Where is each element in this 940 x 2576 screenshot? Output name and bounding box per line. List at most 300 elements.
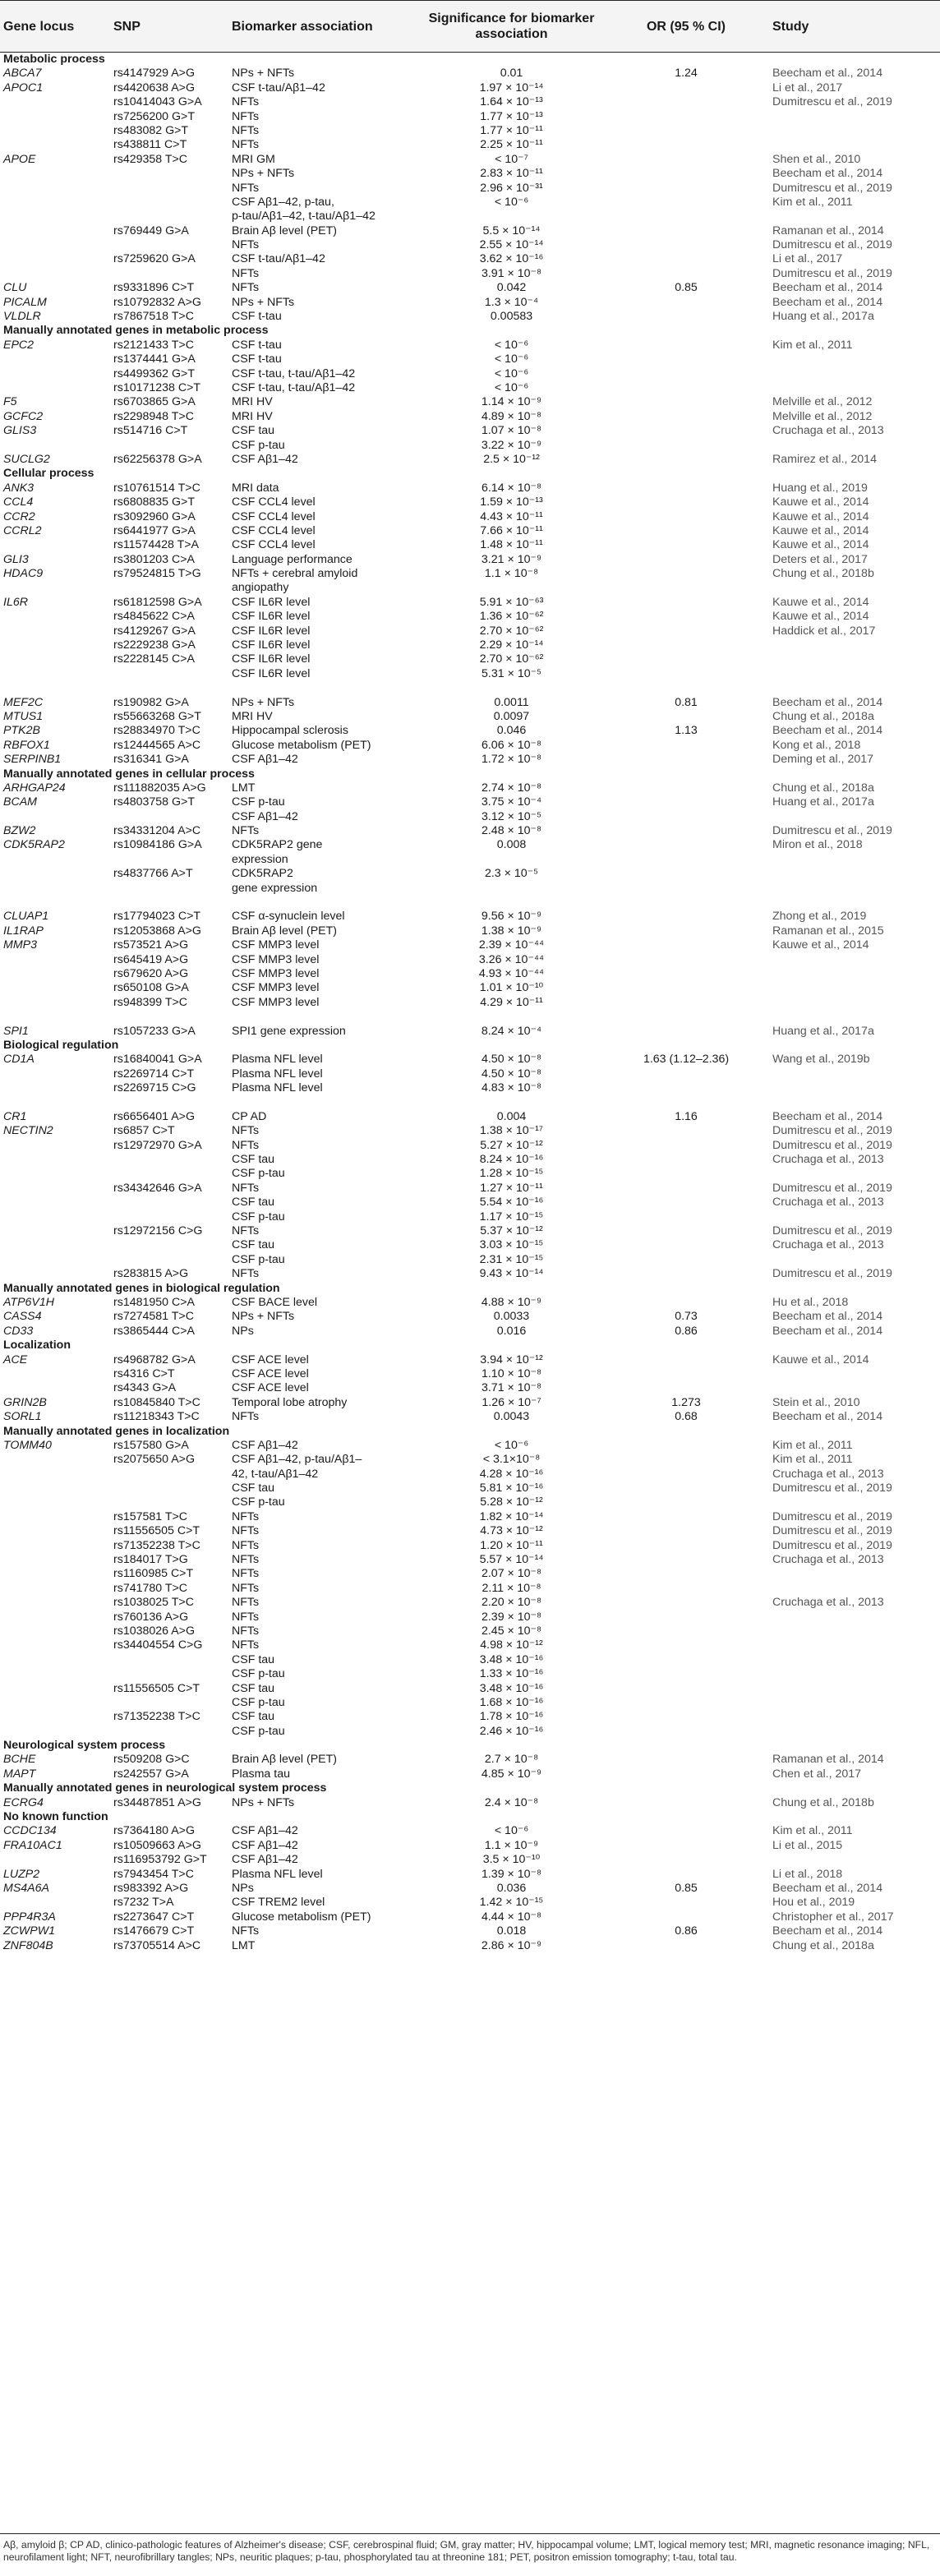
cell-snp: rs7364180 A>G — [113, 1824, 195, 1838]
cell-gene: APOC1 — [3, 81, 44, 94]
cell-sig: 4.98 × 10⁻¹² — [480, 1638, 543, 1652]
table-row — [0, 1539, 940, 1553]
cell-gene: GLIS3 — [3, 424, 37, 438]
cell-sig: 2.25 × 10⁻¹¹ — [480, 138, 543, 152]
cell-sig: 5.81 × 10⁻¹⁶ — [479, 1482, 544, 1495]
cell-snp: rs1038025 T>C — [113, 1596, 194, 1610]
cell-snp: rs157581 T>C — [113, 1509, 188, 1523]
cell-study: Beecham et al., 2014 — [772, 1310, 883, 1324]
section-title: Manually annotated genes in localization — [3, 1424, 230, 1438]
table-row — [0, 938, 940, 952]
table-row — [0, 1624, 940, 1638]
cell-sig: 1.77 × 10⁻¹¹ — [480, 123, 543, 137]
cell-bio: CSF IL6R level — [232, 624, 311, 638]
cell-snp: rs71352238 T>C — [113, 1538, 200, 1552]
cell-bio: gene expression — [232, 881, 318, 895]
cell-study: Kauwe et al., 2014 — [772, 595, 869, 609]
cell-study: Christopher et al., 2017 — [772, 1910, 894, 1924]
cell-sig: 2.07 × 10⁻⁸ — [481, 1567, 542, 1581]
cell-or: 0.85 — [675, 1882, 698, 1895]
table-row — [0, 567, 940, 581]
cell-sig: 1.07 × 10⁻⁸ — [481, 424, 542, 438]
table-row — [0, 453, 940, 467]
cell-snp: rs28834970 T>C — [113, 724, 200, 738]
cell-sig: 2.20 × 10⁻⁸ — [481, 1596, 542, 1610]
cell-bio: NFTs — [232, 1638, 260, 1652]
table-row — [0, 81, 940, 95]
cell-bio: CSF MMP3 level — [232, 952, 320, 966]
cell-snp: rs10792832 A>G — [113, 295, 201, 309]
cell-bio: LMT — [232, 781, 256, 795]
cell-gene: IL6R — [3, 595, 28, 609]
cell-snp: rs11556505 C>T — [113, 1524, 200, 1538]
table-row — [0, 1081, 940, 1095]
table-row — [0, 1453, 940, 1467]
cell-bio: CSF Aβ1–42 — [232, 1853, 298, 1867]
cell-bio: CSF tau — [232, 1196, 275, 1210]
cell-bio: CSF Aβ1–42 — [232, 452, 298, 466]
cell-bio: CSF BACE level — [232, 1295, 318, 1309]
table-header — [0, 0, 940, 53]
section-heading — [0, 1282, 940, 1296]
cell-bio: CSF tau — [232, 1482, 275, 1495]
table-row — [0, 724, 940, 738]
cell-bio: CSF α-synuclein level — [232, 910, 345, 924]
cell-sig: 2.7 × 10⁻⁸ — [484, 1753, 539, 1767]
cell-snp: rs429358 T>C — [113, 152, 188, 166]
table-row — [0, 1224, 940, 1238]
cell-snp: rs10984186 G>A — [113, 838, 202, 852]
cell-snp: rs116953792 G>T — [113, 1853, 207, 1867]
cell-study: Dumitrescu et al., 2019 — [772, 238, 892, 252]
cell-bio: LMT — [232, 1938, 256, 1952]
cell-sig: < 10⁻⁶ — [494, 366, 529, 380]
cell-snp: rs4343 G>A — [113, 1381, 177, 1395]
cell-gene: ARHGAP24 — [3, 781, 66, 795]
cell-snp: rs4968782 G>A — [113, 1353, 196, 1366]
cell-gene: VLDLR — [3, 310, 41, 324]
table-row — [0, 1510, 940, 1524]
cell-study: Chung et al., 2018b — [772, 1795, 874, 1809]
section-title: No known function — [3, 1810, 108, 1824]
table-row — [0, 1495, 940, 1509]
cell-snp: rs679620 A>G — [113, 967, 189, 980]
cell-study: Chung et al., 2018b — [772, 567, 874, 581]
table-row — [0, 1696, 940, 1710]
cell-sig: 1.77 × 10⁻¹³ — [480, 109, 543, 123]
cell-bio: NFTs — [232, 1524, 260, 1538]
cell-bio: NPs — [232, 1882, 254, 1895]
cell-snp: rs10761514 T>C — [113, 481, 200, 495]
cell-bio: CSF p-tau — [232, 1724, 285, 1738]
table-row — [0, 1124, 940, 1138]
cell-bio: NFTs — [232, 281, 260, 295]
cell-gene: CCR2 — [3, 509, 35, 523]
cell-or: 1.13 — [675, 724, 698, 738]
table-row — [0, 753, 940, 767]
table-row — [0, 367, 940, 381]
table-row — [0, 1710, 940, 1724]
cell-snp: rs948399 T>C — [113, 995, 188, 1009]
header-study: Study — [772, 19, 809, 34]
cell-study: Melville et al., 2012 — [772, 409, 873, 423]
cell-snp: rs10414043 G>A — [113, 95, 202, 109]
table-row — [0, 1167, 940, 1181]
cell-study: Cruchaga et al., 2013 — [772, 1596, 884, 1610]
cell-bio: NPs + NFTs — [232, 695, 295, 709]
cell-sig: 5.91 × 10⁻⁶³ — [479, 595, 544, 609]
cell-sig: 2.86 × 10⁻⁹ — [481, 1938, 542, 1952]
table-row — [0, 696, 940, 710]
cell-sig: 5.27 × 10⁻¹² — [480, 1138, 543, 1152]
cell-bio: CSF ACE level — [232, 1353, 309, 1366]
cell-sig: 9.43 × 10⁻¹⁴ — [479, 1267, 544, 1281]
cell-snp: rs7259620 G>A — [113, 252, 196, 266]
cell-bio: NFTs — [232, 1124, 260, 1138]
cell-bio: CSF CCL4 level — [232, 509, 316, 523]
cell-bio: Brain Aβ level (PET) — [232, 223, 338, 237]
table-row — [0, 267, 940, 281]
table-row — [0, 610, 940, 624]
table-row — [0, 224, 940, 238]
table-row — [0, 353, 940, 366]
cell-sig: 1.64 × 10⁻¹³ — [480, 95, 543, 109]
cell-sig: 2.83 × 10⁻¹¹ — [480, 167, 543, 181]
cell-snp: rs7232 T>A — [113, 1896, 174, 1910]
cell-sig: 1.39 × 10⁻⁸ — [481, 1867, 542, 1881]
table-row — [0, 524, 940, 538]
table-row — [0, 1468, 940, 1482]
table-row — [0, 652, 940, 666]
cell-sig: 2.70 × 10⁻⁶² — [479, 652, 544, 666]
cell-sig: 1.78 × 10⁻¹⁶ — [479, 1710, 544, 1724]
cell-or: 1.273 — [671, 1395, 701, 1409]
cell-sig: < 10⁻⁶ — [494, 1438, 529, 1452]
cell-study: Beecham et al., 2014 — [772, 167, 883, 181]
cell-bio: NFTs — [232, 1567, 260, 1581]
table-row — [0, 1753, 940, 1767]
cell-sig: 3.21 × 10⁻⁹ — [481, 552, 542, 566]
cell-gene: CDK5RAP2 — [3, 838, 65, 852]
cell-snp: rs1481950 C>A — [113, 1295, 195, 1309]
cell-gene: CD33 — [3, 1324, 34, 1338]
cell-snp: rs316341 G>A — [113, 753, 189, 767]
cell-sig: 4.28 × 10⁻¹⁶ — [479, 1467, 544, 1481]
table-row — [0, 953, 940, 967]
cell-bio: NFTs — [232, 1924, 260, 1938]
cell-study: Dumitrescu et al., 2019 — [772, 181, 892, 195]
cell-sig: 3.62 × 10⁻¹⁶ — [479, 252, 544, 266]
cell-snp: rs2269714 C>T — [113, 1067, 195, 1081]
cell-snp: rs10845840 T>C — [113, 1395, 200, 1409]
header-gene-locus: Gene locus — [3, 19, 75, 34]
table-row — [0, 1824, 940, 1838]
cell-sig: < 10⁻⁶ — [494, 338, 529, 352]
cell-study: Chung et al., 2018a — [772, 709, 874, 723]
cell-snp: rs55663268 G>T — [113, 709, 201, 723]
cell-sig: 1.26 × 10⁻⁷ — [482, 1395, 541, 1409]
cell-gene: BCHE — [3, 1753, 36, 1767]
cell-bio: NFTs — [232, 95, 260, 109]
cell-study: Cruchaga et al., 2013 — [772, 424, 884, 438]
table-row — [0, 1853, 940, 1867]
cell-gene: CCDC134 — [3, 1824, 57, 1838]
table-row — [0, 296, 940, 310]
table-row — [0, 667, 940, 681]
cell-gene: EPC2 — [3, 338, 35, 352]
cell-snp: rs4129267 G>A — [113, 624, 196, 638]
cell-or: 0.85 — [675, 281, 698, 295]
cell-bio: CSF t-tau — [232, 338, 282, 352]
table-row — [0, 439, 940, 453]
cell-study: Dumitrescu et al., 2019 — [772, 266, 892, 280]
cell-bio: NFTs — [232, 181, 260, 195]
cell-bio: NFTs — [232, 1538, 260, 1552]
cell-sig: 4.85 × 10⁻⁹ — [481, 1767, 542, 1781]
table-row — [0, 910, 940, 924]
cell-snp: rs514716 C>T — [113, 424, 188, 438]
cell-bio: MRI HV — [232, 409, 273, 423]
cell-gene: FRA10AC1 — [3, 1838, 62, 1852]
cell-sig: 3.22 × 10⁻⁹ — [481, 438, 542, 452]
cell-sig: 1.10 × 10⁻⁸ — [481, 1366, 542, 1380]
cell-sig: 3.5 × 10⁻¹⁰ — [482, 1853, 541, 1867]
table-row — [0, 410, 940, 424]
section-heading — [0, 767, 940, 781]
cell-snp: rs61812598 G>A — [113, 595, 202, 609]
cell-gene: PTK2B — [3, 724, 40, 738]
cell-bio: CSF CCL4 level — [232, 523, 316, 537]
cell-sig: 5.31 × 10⁻⁵ — [482, 666, 541, 680]
table-row — [0, 581, 940, 595]
cell-gene: LUZP2 — [3, 1867, 40, 1881]
cell-study: Shen et al., 2010 — [772, 152, 861, 166]
cell-sig: 0.0097 — [493, 709, 530, 723]
cell-bio: CSF t-tau/Aβ1–42 — [232, 252, 325, 266]
cell-bio: Plasma NFL level — [232, 1867, 323, 1881]
cell-study: Hou et al., 2019 — [772, 1896, 855, 1910]
cell-gene: ANK3 — [3, 481, 35, 495]
cell-bio: CSF tau — [232, 1710, 275, 1724]
table-row — [0, 1381, 940, 1395]
table-row — [0, 1553, 940, 1567]
cell-study: Kim et al., 2011 — [772, 195, 853, 209]
cell-sig: < 10⁻⁶ — [494, 195, 529, 209]
table-row — [0, 495, 940, 509]
cell-bio: CSF Aβ1–42 — [232, 1824, 298, 1838]
cell-sig: 5.37 × 10⁻¹² — [480, 1224, 543, 1238]
cell-snp: rs11556505 C>T — [113, 1681, 200, 1695]
cell-snp: rs1160985 C>T — [113, 1567, 194, 1581]
cell-sig: 8.24 × 10⁻¹⁶ — [479, 1153, 544, 1167]
cell-bio: NPs + NFTs — [232, 295, 295, 309]
cell-sig: 2.5 × 10⁻¹² — [483, 452, 540, 466]
cell-bio: SPI1 gene expression — [232, 1024, 346, 1038]
cell-bio: CSF tau — [232, 424, 275, 438]
cell-sig: < 3.1×10⁻⁸ — [482, 1453, 541, 1467]
cell-sig: 4.29 × 10⁻¹¹ — [480, 995, 543, 1009]
cell-snp: rs4837766 A>T — [113, 867, 193, 881]
cell-gene: CCL4 — [3, 495, 34, 509]
cell-sig: 2.3 × 10⁻⁵ — [484, 867, 539, 881]
cell-study: Beecham et al., 2014 — [772, 1924, 883, 1938]
cell-bio: NPs + NFTs — [232, 67, 295, 81]
cell-snp: rs2269715 C>G — [113, 1081, 196, 1095]
cell-sig: 1.27 × 10⁻¹¹ — [480, 1181, 543, 1195]
cell-snp: rs34487851 A>G — [113, 1795, 201, 1809]
table-row — [0, 110, 940, 124]
cell-sig: 6.06 × 10⁻⁸ — [481, 738, 542, 752]
table-row — [0, 252, 940, 266]
cell-study: Deters et al., 2017 — [772, 552, 868, 566]
cell-study: Dumitrescu et al., 2019 — [772, 1267, 892, 1281]
cell-or: 0.68 — [675, 1410, 698, 1424]
cell-bio: CDK5RAP2 gene — [232, 838, 323, 852]
header-significance: Significance for biomarker association — [428, 12, 595, 41]
cell-bio: NFTs — [232, 238, 260, 252]
cell-snp: rs11218343 T>C — [113, 1410, 200, 1424]
table-row — [0, 1653, 940, 1667]
cell-study: Cruchaga et al., 2013 — [772, 1153, 884, 1167]
cell-gene: CLU — [3, 281, 27, 295]
cell-bio: CSF IL6R level — [232, 666, 311, 680]
cell-sig: 4.89 × 10⁻⁸ — [481, 409, 542, 423]
cell-bio: CSF p-tau — [232, 1252, 285, 1266]
table-row — [0, 867, 940, 881]
cell-gene: IL1RAP — [3, 924, 44, 938]
cell-study: Stein et al., 2010 — [772, 1395, 860, 1409]
cell-study: Ramanan et al., 2014 — [772, 223, 884, 237]
cell-bio: CSF MMP3 level — [232, 981, 320, 995]
cell-sig: 2.70 × 10⁻⁶² — [479, 624, 544, 638]
cell-bio: NFTs — [232, 138, 260, 152]
cell-snp: rs34404554 C>G — [113, 1638, 203, 1652]
table-row — [0, 810, 940, 824]
table-row — [0, 710, 940, 724]
cell-snp: rs184017 T>G — [113, 1553, 188, 1567]
cell-snp: rs16840041 G>A — [113, 1053, 202, 1067]
table-row — [0, 638, 940, 652]
table-row — [0, 553, 940, 567]
cell-snp: rs2298948 T>C — [113, 409, 194, 423]
cell-gene: MEF2C — [3, 695, 44, 709]
cell-snp: rs6808835 G>T — [113, 495, 195, 509]
table-row — [0, 681, 940, 695]
table-row — [0, 1524, 940, 1538]
cell-bio: 42, t-tau/Aβ1–42 — [232, 1467, 319, 1481]
table-row — [0, 1439, 940, 1453]
cell-sig: 2.11 × 10⁻⁸ — [482, 1581, 541, 1595]
cell-snp: rs62256378 G>A — [113, 452, 202, 466]
cell-snp: rs1038026 A>G — [113, 1624, 195, 1638]
cell-study: Dumitrescu et al., 2019 — [772, 1524, 892, 1538]
table-row — [0, 824, 940, 838]
cell-bio: CSF Aβ1–42, p-tau/Aβ1– — [232, 1453, 362, 1467]
header-snp: SNP — [113, 19, 141, 34]
cell-study: Huang et al., 2017a — [772, 310, 874, 324]
cell-bio: NFTs — [232, 1610, 260, 1624]
cell-sig: 1.17 × 10⁻¹⁵ — [479, 1210, 544, 1223]
cell-gene: MTUS1 — [3, 709, 44, 723]
cell-or: 0.86 — [675, 1324, 698, 1338]
cell-snp: rs3865444 C>A — [113, 1324, 195, 1338]
cell-bio: CSF IL6R level — [232, 595, 311, 609]
cell-bio: NFTs — [232, 123, 260, 137]
table-row — [0, 1882, 940, 1896]
cell-study: Beecham et al., 2014 — [772, 1109, 883, 1123]
cell-gene: SERPINB1 — [3, 753, 62, 767]
cell-study: Beecham et al., 2014 — [772, 724, 883, 738]
cell-snp: rs2121433 T>C — [113, 338, 194, 352]
section-heading — [0, 53, 940, 67]
cell-bio: CSF tau — [232, 1238, 275, 1252]
cell-sig: 2.48 × 10⁻⁸ — [481, 824, 542, 838]
cell-study: Miron et al., 2018 — [772, 838, 863, 852]
cell-bio: CSF p-tau — [232, 1695, 285, 1709]
section-title: Neurological system process — [3, 1739, 166, 1753]
cell-snp: rs3092960 G>A — [113, 509, 196, 523]
cell-sig: 3.91 × 10⁻⁸ — [481, 266, 542, 280]
cell-study: Kauwe et al., 2014 — [772, 610, 869, 624]
cell-sig: 2.55 × 10⁻¹⁴ — [479, 238, 544, 252]
cell-or: 1.16 — [675, 1109, 698, 1123]
table-row — [0, 1482, 940, 1495]
cell-bio: MRI HV — [232, 395, 273, 409]
table-row — [0, 1267, 940, 1281]
cell-sig: 1.14 × 10⁻⁹ — [481, 395, 542, 409]
table-row — [0, 124, 940, 138]
table-row — [0, 138, 940, 152]
table-row — [0, 1839, 940, 1853]
header-or: OR (95 % CI) — [646, 19, 726, 34]
table-row — [0, 596, 940, 610]
cell-bio: CSF IL6R level — [232, 652, 311, 666]
cell-sig: 1.68 × 10⁻¹⁶ — [479, 1695, 544, 1709]
cell-bio: CSF p-tau — [232, 1495, 285, 1509]
cell-sig: 1.3 × 10⁻⁴ — [484, 295, 539, 309]
cell-snp: rs1057233 G>A — [113, 1024, 196, 1038]
cell-bio: MRI HV — [232, 709, 273, 723]
cell-bio: Hippocampal sclerosis — [232, 724, 348, 738]
cell-study: Kauwe et al., 2014 — [772, 1353, 869, 1366]
cell-sig: 0.0033 — [493, 1310, 530, 1324]
table-row — [0, 1182, 940, 1196]
cell-snp: rs34331204 A>C — [113, 824, 201, 838]
cell-bio: Plasma NFL level — [232, 1081, 323, 1095]
table-body — [0, 53, 940, 1953]
cell-sig: 3.75 × 10⁻⁴ — [481, 795, 542, 809]
cell-study: Beecham et al., 2014 — [772, 1882, 883, 1895]
cell-snp: rs7943454 T>C — [113, 1867, 194, 1881]
table-row — [0, 1767, 940, 1781]
cell-snp: rs509208 G>C — [113, 1753, 190, 1767]
cell-snp: rs6441977 G>A — [113, 523, 196, 537]
cell-snp: rs4147929 A>G — [113, 67, 195, 81]
table-row — [0, 1253, 940, 1267]
cell-sig: 2.4 × 10⁻⁸ — [484, 1795, 539, 1809]
cell-study: Kim et al., 2011 — [772, 338, 853, 352]
section-title: Manually annotated genes in neurological system process — [3, 1781, 327, 1795]
cell-sig: 1.48 × 10⁻¹¹ — [480, 538, 543, 552]
cell-sig: 3.48 × 10⁻¹⁶ — [479, 1652, 544, 1666]
cell-sig: 4.93 × 10⁻⁴⁴ — [478, 967, 545, 980]
cell-gene: CLUAP1 — [3, 910, 49, 924]
cell-bio: NPs + NFTs — [232, 1795, 295, 1809]
table-row — [0, 310, 940, 324]
cell-sig: 0.046 — [496, 724, 527, 738]
cell-bio: Glucose metabolism (PET) — [232, 1910, 371, 1924]
cell-gene: PICALM — [3, 295, 47, 309]
